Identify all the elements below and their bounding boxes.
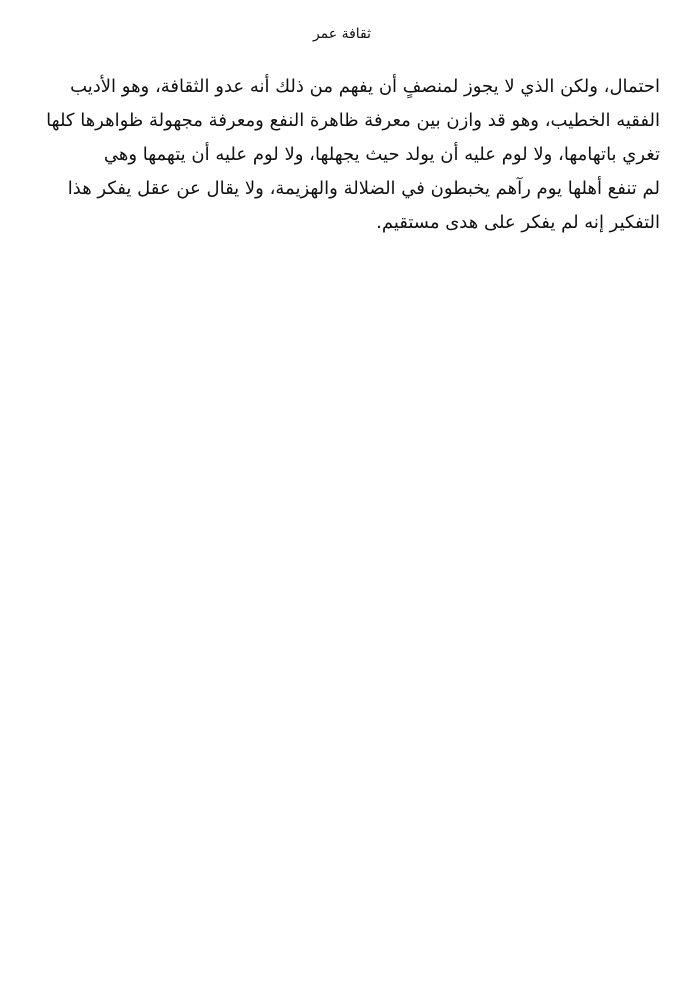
- body-paragraph: [24, 70, 660, 240]
- text-line: الفقيه الخطيب، وهو قد وازن بين معرفة ظاهرة النفع ومعرفة مجهولة ظواهرها كلها: [46, 110, 660, 131]
- text-line: التفكير إنه لم يفكر على هدى مستقيم.: [376, 212, 660, 233]
- text-line: تغري باتهامها، ولا لوم عليه أن يولد حيث يجهلها، ولا لوم عليه أن يتهمها وهي: [103, 144, 660, 165]
- text-line: لم تنفع أهلها يوم رآهم يخبطون في الضلالة والهزيمة، ولا يقال عن عقل يفكر هذا: [67, 178, 660, 199]
- text-line: احتمال، ولكن الذي لا يجوز لمنصفٍ أن يفهم من ذلك أنه عدو الثقافة، وهو الأديب: [70, 76, 660, 97]
- running-header-title: ثقافة عمر: [312, 26, 372, 42]
